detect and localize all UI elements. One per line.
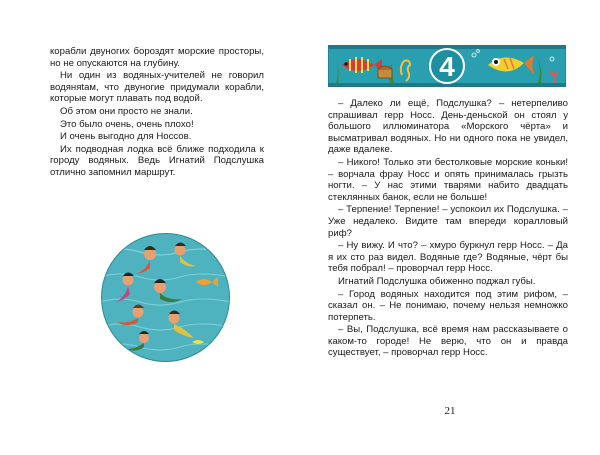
right-paragraph-4: – Ну вижу. И что? – хмуро буркнул герр Носс. – Да я их сто раз видел. Водяные где? Водяные, чёрт бы тебя побрал! – проворчал герр Носс. (328, 240, 568, 275)
left-paragraph-6: Их подводная лодка всё ближе подходила к городу водяных. Ведь Игнатий Подслушка отлично запомнил маршрут. (50, 143, 264, 178)
left-paragraph-2: Ни один из водяных-учителей не говорил водяняtам, что двуногие придумали корабли, которые могут плавать под водой. (50, 70, 264, 105)
right-paragraph-3: – Терпение! Терпение! – успокоил их Подслушка. – Уже недалеко. Видите там впереди коралловый риф? (328, 204, 568, 239)
right-paragraph-2: – Никого! Только эти бестолковые морские коньки! – ворчала фрау Носс и опять принималась грызть ногти. – У нас этими тварями набито двадцать стеклянных банок, если не больше! (328, 156, 568, 203)
left-page-text (50, 46, 264, 180)
page-number: 21 (444, 405, 456, 417)
right-paragraph-6: – Город водяных находится под этим рифом, – сказал он. – Не понимаю, почему нельзя немножко потерпеть. (328, 288, 568, 323)
left-paragraph-1: корабли двуногих бороздят морские просторы, но не опускаются на глубину. (50, 46, 264, 69)
right-paragraph-1: – Далеко ли ещё, Подслушка? – нетерпеливо спрашивал герр Носс. День-деньской он стоял у большого иллюминатора «Морского чёрта» и высматривал водяных. Но ни одного пока не увидел, даже вдалеке. (328, 98, 568, 156)
left-paragraph-3: Об этом они просто не знали. (60, 105, 193, 117)
left-paragraph-5: И очень выгодно для Носсов. (60, 131, 192, 143)
right-paragraph-7: – Вы, Подслушка, всё время нам рассказываете о каком-то городе! Не верю, что он и правда существует, – проворчал герр Носс. (328, 324, 568, 359)
right-page-text (328, 98, 568, 360)
mermaid-children-illustration (100, 232, 231, 363)
right-paragraph-5: Игнатий Подслушка обиженно поджал губы. (338, 275, 536, 287)
chapter-banner (328, 45, 566, 87)
left-paragraph-4: Это было очень, очень плохо! (60, 118, 194, 130)
chapter-number: 4 (439, 51, 455, 82)
right-page (300, 0, 600, 455)
